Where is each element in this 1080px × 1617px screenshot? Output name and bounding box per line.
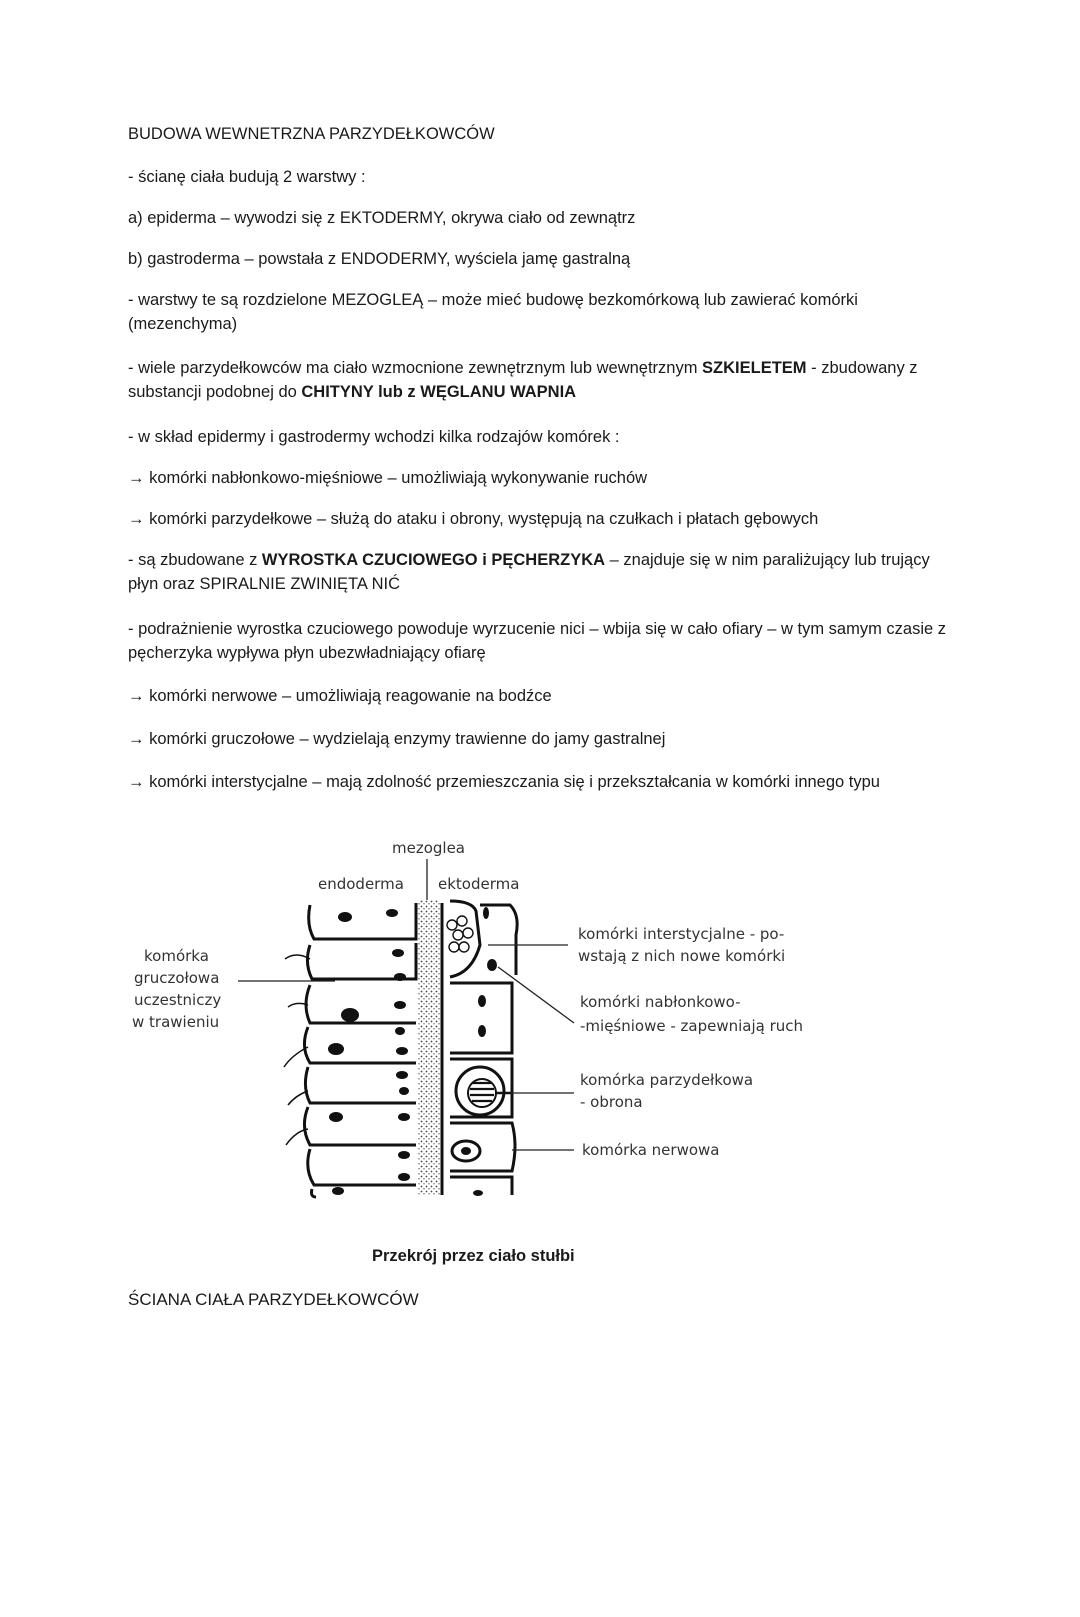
cnidocyte-cell: [456, 1067, 512, 1115]
list-item: → komórki interstycjalne – mają zdolność przemieszczania się i przekształcania w komórki innego typu: [128, 773, 880, 791]
label-gland-2: gruczołowa: [134, 969, 220, 987]
label-gland-1: komórka: [144, 947, 209, 965]
section-heading: ŚCIANA CIAŁA PARZYDEŁKOWCÓW: [128, 1290, 419, 1309]
label-cnidocyte-1: komórka parzydełkowa: [580, 1071, 754, 1089]
doc-title: BUDOWA WEWNETRZNA PARZYDEŁKOWCÓW: [128, 125, 495, 143]
mesoglea-layer: [418, 900, 440, 1195]
diagram-svg: [120, 855, 880, 1255]
nematocyst-text-1: - są zbudowane z: [128, 551, 262, 569]
label-epimuscular-2: -mięśniowe - zapewniają ruch: [580, 1017, 804, 1035]
text-line: - podrażnienie wyrostka czuciowego powoduje wyrzucenie nici – wbija się w cało ofiary – w tym samym czasie z pęcherzyka wypływa płyn ubezwładniający ofiarę: [128, 620, 946, 662]
label-interstitial-1: komórki interstycjalne - po-: [578, 925, 785, 943]
label-gland-3: uczestniczy: [134, 991, 222, 1009]
skeleton-text-1: - wiele parzydełkowców ma ciało wzmocnione zewnętrznym lub wewnętrznym: [128, 359, 703, 377]
text-line: b) gastroderma – powstała z ENDODERMY, wyściela jamę gastralną: [128, 250, 631, 268]
label-cnidocyte-2: - obrona: [580, 1093, 643, 1111]
label-ektoderma: ektoderma: [438, 875, 520, 893]
text-line: - warstwy te są rozdzielone MEZOGLEĄ – może mieć budowę bezkomórkową lub zawierać komórki (mezenchyma): [128, 291, 858, 333]
label-mezoglea: mezoglea: [392, 839, 466, 857]
text-line: - ścianę ciała budują 2 warstwy :: [128, 168, 366, 186]
skeleton-text-2: - zbudowany z substancji podobnej do: [128, 359, 918, 401]
list-item: → komórki nerwowe – umożliwiają reagowanie na bodźce: [128, 687, 552, 705]
skeleton-bold-2: CHITYNY lub z WĘGLANU WAPNIA: [301, 383, 577, 401]
label-nerve: komórka nerwowa: [582, 1141, 720, 1159]
list-item: → komórki gruczołowe – wydzielają enzymy trawienne do jamy gastralnej: [128, 730, 666, 748]
text-line: a) epiderma – wywodzi się z EKTODERMY, okrywa ciało od zewnątrz: [128, 209, 636, 227]
label-endoderma: endoderma: [318, 875, 404, 893]
hydra-wall-diagram: [120, 839, 880, 1255]
skeleton-paragraph: [128, 356, 958, 404]
list-item: → komórki parzydełkowe – służą do ataku i obrony, występują na czułkach i płatach gębowych: [128, 510, 819, 528]
nematocyst-text-2: – znajduje się w nim paraliżujący lub trujący płyn oraz SPIRALNIE ZWINIĘTA NIĆ: [128, 551, 930, 593]
list-item: → komórki nabłonkowo-mięśniowe – umożliwiają wykonywanie ruchów: [128, 469, 648, 487]
endoderm-nuclei: [328, 909, 410, 1195]
label-epimuscular-1: komórki nabłonkowo-: [580, 993, 741, 1011]
nematocyst-bold: WYROSTKA CZUCIOWEGO i PĘCHERZYKA: [261, 551, 606, 569]
nerve-cell: [452, 1141, 480, 1161]
nematocyst-paragraph: [128, 548, 958, 596]
interstitial-cluster: [447, 916, 473, 952]
skeleton-bold-1: SZKIELETEM: [702, 359, 807, 377]
label-gland-4: w trawieniu: [132, 1013, 220, 1031]
text-line: - w skład epidermy i gastrodermy wchodzi kilka rodzajów komórek :: [128, 428, 620, 446]
figure-caption: Przekrój przez ciało stułbi: [372, 1247, 575, 1265]
label-interstitial-2: wstają z nich nowe komórki: [578, 947, 786, 965]
